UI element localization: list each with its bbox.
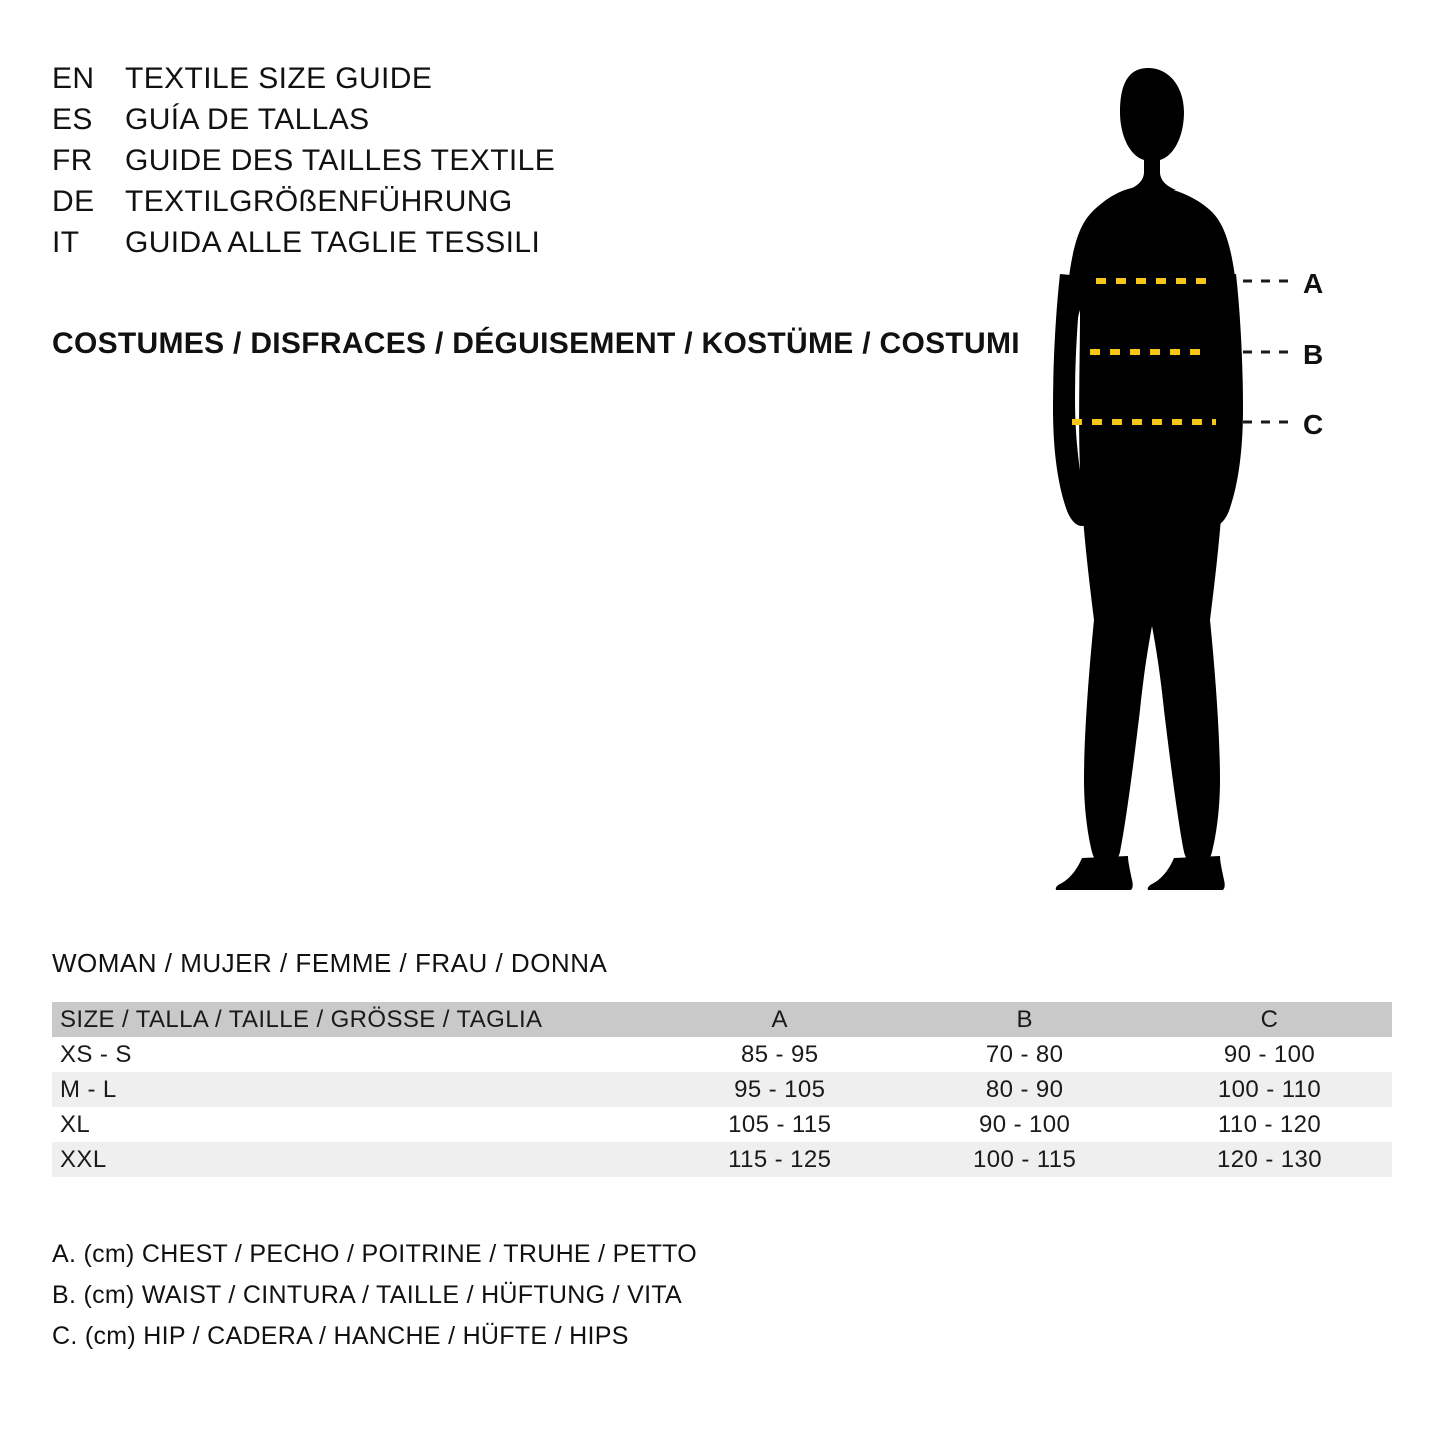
language-code-fr: FR bbox=[52, 144, 93, 177]
marker-label-c: C bbox=[1303, 409, 1324, 440]
table-row bbox=[52, 1072, 1392, 1107]
column-header-c: C bbox=[1147, 1002, 1392, 1037]
cell-c: 90 - 100 bbox=[1147, 1037, 1392, 1072]
language-row-fr bbox=[52, 144, 555, 185]
cell-a: 115 - 125 bbox=[657, 1142, 902, 1177]
language-text-de: TEXTILGRÖßENFÜHRUNG bbox=[125, 185, 513, 218]
legend-item-b: B. (cm) WAIST / CINTURA / TAILLE / HÜFTUNG / VITA bbox=[52, 1281, 683, 1309]
language-row-en bbox=[52, 62, 555, 103]
category-title: COSTUMES / DISFRACES / DÉGUISEMENT / KOSTÜME / COSTUMI bbox=[52, 327, 1020, 360]
table-header-row bbox=[52, 1002, 1392, 1037]
language-row-it bbox=[52, 226, 555, 267]
column-header-a: A bbox=[657, 1002, 902, 1037]
language-code-de: DE bbox=[52, 185, 95, 218]
cell-a: 105 - 115 bbox=[657, 1107, 902, 1142]
column-header-b: B bbox=[902, 1002, 1147, 1037]
cell-b: 90 - 100 bbox=[902, 1107, 1147, 1142]
cell-c: 110 - 120 bbox=[1147, 1107, 1392, 1142]
language-code-en: EN bbox=[52, 62, 95, 95]
cell-a: 95 - 105 bbox=[657, 1072, 902, 1107]
language-list bbox=[52, 62, 555, 267]
cell-b: 70 - 80 bbox=[902, 1037, 1147, 1072]
language-text-it: GUIDA ALLE TAGLIE TESSILI bbox=[125, 226, 541, 259]
measurement-legend bbox=[52, 1240, 697, 1363]
marker-label-b: B bbox=[1303, 339, 1324, 370]
table-title: WOMAN / MUJER / FEMME / FRAU / DONNA bbox=[52, 948, 608, 978]
cell-size: XL bbox=[52, 1107, 657, 1142]
language-text-en: TEXTILE SIZE GUIDE bbox=[125, 62, 433, 95]
language-text-es: GUÍA DE TALLAS bbox=[125, 103, 370, 136]
woman-silhouette-figure bbox=[1020, 60, 1380, 890]
cell-a: 85 - 95 bbox=[657, 1037, 902, 1072]
language-code-it: IT bbox=[52, 226, 80, 259]
cell-size: M - L bbox=[52, 1072, 657, 1107]
language-text-fr: GUIDE DES TAILLES TEXTILE bbox=[125, 144, 556, 177]
cell-c: 120 - 130 bbox=[1147, 1142, 1392, 1177]
cell-size: XS - S bbox=[52, 1037, 657, 1072]
cell-size: XXL bbox=[52, 1142, 657, 1177]
size-table bbox=[52, 1002, 1392, 1177]
cell-b: 100 - 115 bbox=[902, 1142, 1147, 1177]
table-row bbox=[52, 1142, 1392, 1177]
size-table-head bbox=[52, 1002, 1392, 1037]
language-row-es bbox=[52, 103, 555, 144]
legend-item-c: C. (cm) HIP / CADERA / HANCHE / HÜFTE / HIPS bbox=[52, 1322, 629, 1350]
cell-b: 80 - 90 bbox=[902, 1072, 1147, 1107]
language-code-es: ES bbox=[52, 103, 93, 136]
legend-item-a: A. (cm) CHEST / PECHO / POITRINE / TRUHE / PETTO bbox=[52, 1240, 698, 1268]
woman-silhouette-icon bbox=[1053, 68, 1243, 890]
marker-label-a: A bbox=[1303, 268, 1324, 299]
cell-c: 100 - 110 bbox=[1147, 1072, 1392, 1107]
size-table-body bbox=[52, 1037, 1392, 1177]
table-row bbox=[52, 1037, 1392, 1072]
column-header-size: SIZE / TALLA / TAILLE / GRÖSSE / TAGLIA bbox=[52, 1002, 657, 1037]
table-row bbox=[52, 1107, 1392, 1142]
language-row-de bbox=[52, 185, 555, 226]
